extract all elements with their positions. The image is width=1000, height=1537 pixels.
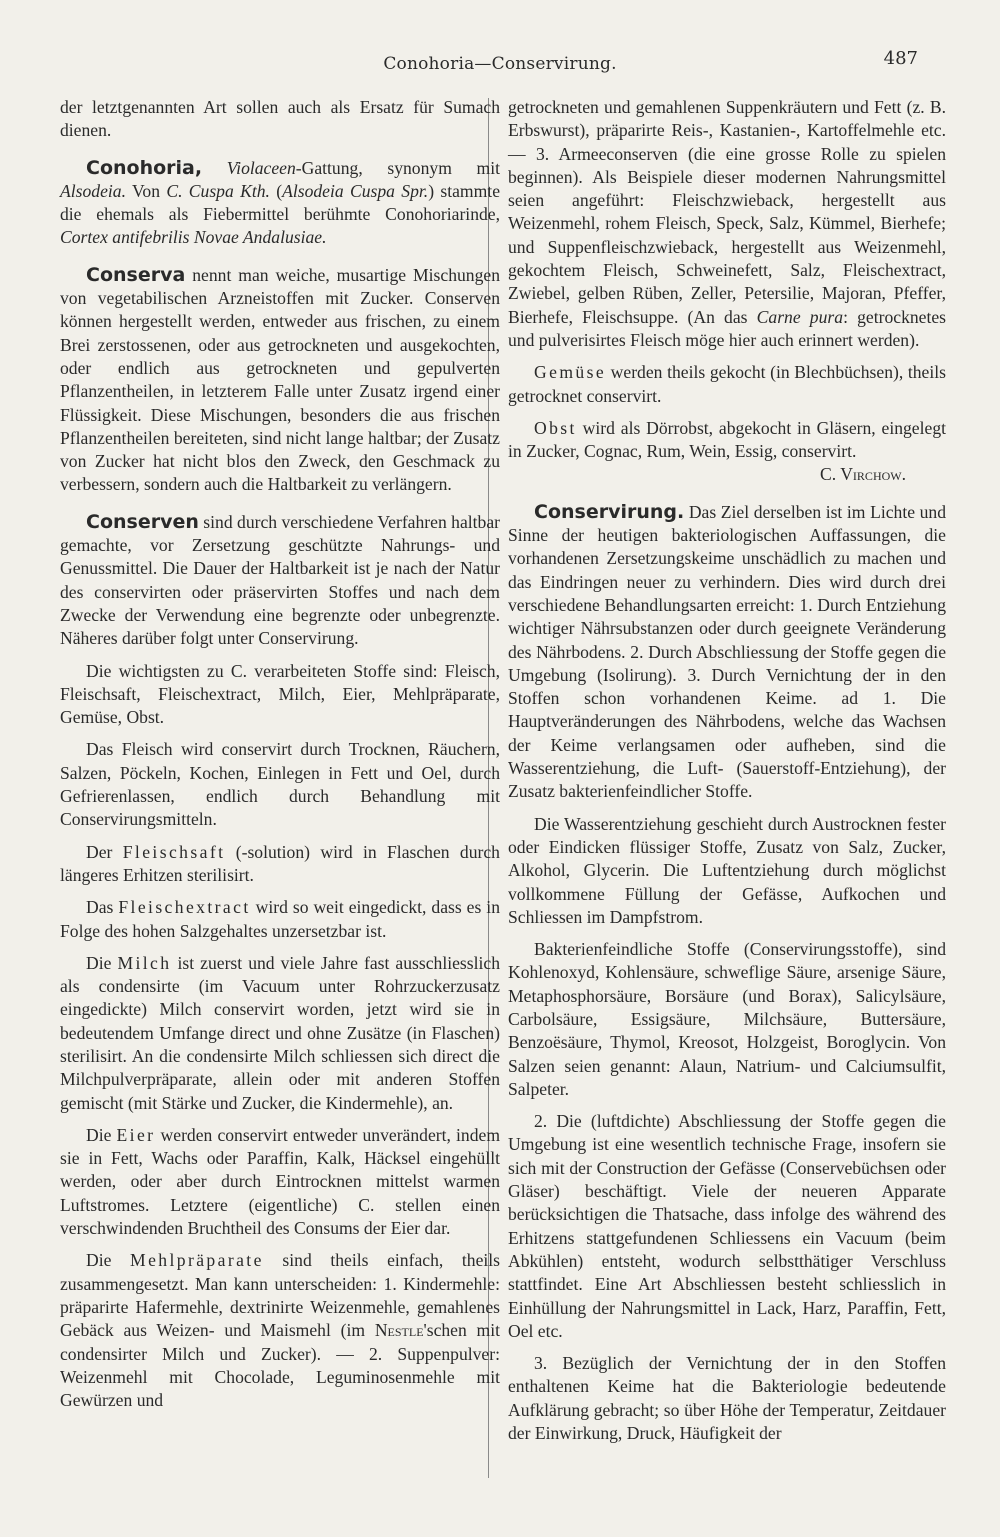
paragraph-text: Die [86,952,118,973]
paragraph-text: werden theils gekocht (in Blechbüchsen), theils getrocknet conservirt. [508,362,946,406]
entry-text: sind durch verschiedene Verfahren haltbar gemachte, vor Zersetzung geschützte Nahrungs- und Genussmittel. Die Dauer der Haltbarkeit ist je nach der Natur des conservirten oder präservirten Stoffes und nach dem Zwecke der Verwendung eine begrenzte oder unbegrenzte. Näheres darüber folgt unter Conservirung. [60,511,500,649]
spaced-term: Fleischextract [118,897,251,918]
entry-text: ) stammte die ehemals als Fiebermittel berühmte Conohoriarinde, [60,180,500,225]
running-head: Conohoria—Conservirung. [383,54,617,74]
paragraph-bakterienfeindlich: Bakterienfeindliche Stoffe (Conservirungsstoffe), sind Kohlenoxyd, Kohlensäure, schweflige Säure, arsenige Säure, Metaphosphorsäure, Borsäure (und Borax), Salicylsäure, Carbolsäure, Essigsäure, Milchsäure, Buttersäure, Benzoësäure, Thymol, Kreosot, Holzgeist, Boroglycin. Von Salzen seien genannt: Alaun, Natrium- und Calciumsulfit, Salpeter. [508,939,946,1099]
entry-text: -Gattung, synonym mit [295,157,500,178]
paragraph-text: 'schen mit condensirter Milch und Zucker). — 2. Suppenpulver: Weizenmehl mit Chocolade, Leguminosenmehle mit Gewürzen und [60,1320,501,1411]
paragraph-milch [60,952,500,1115]
entry-italic: C. Cuspa Kth. [166,180,270,201]
paragraph-text: wird so weit eingedickt, dass es in Folge des hohen Salzgehaltes unzersetzbar ist. [60,897,500,941]
entry-conohoria [60,157,500,250]
spaced-term: Gemüse [534,362,607,383]
entry-head-conservirung: Conservirung. [534,500,685,523]
paragraph-mehlpraeparate [60,1249,500,1412]
paragraph-fleischsaft [60,841,500,888]
paragraph-text: Der [86,841,123,862]
entry-text [202,158,227,178]
paragraph-text: getrockneten und gemahlenen Suppenkräutern und Fett (z. B. Erbswurst), präparirte Reis-, Kastanien-, Kartoffelmehle etc. — 3. Armeeconserven (die eine grosse Rolle zu spielen beginnen). Als Beispiele dieser modernen Nahrungsmittel seien angeführt: Fleischzwieback, hergestellt aus Weizenmehl, rohem Fleisch, Speck, Salz, Kümmel, Bierhefe; und Suppenfleischzwieback, hergestellt aus Weizenmehl, gekochtem Fleisch, Schweinefett, Salz, Fleischextract, Zwiebel, gelben Rüben, Zeller, Petersilie, Majoran, Pfeffer, Bierhefe, Fleischsuppe. (An das [508,97,946,327]
author-signature: C. Virchow. [820,464,906,485]
entry-head-conohoria: Conohoria, [86,156,203,179]
paragraph-text: ist zuerst und viele Jahre fast ausschliesslich als condensirte (im Vacuum unter Rohrzuckerzusatz eingedickte) Milch conservirt worden, jetzt wird sie in bedeutendem Umfange direct und ohne Zusätze (in Flaschen) sterilisirt. An die condensirte Milch schliessen sich direct die Milchpulverpräparate, allein oder mit anderen Stoffen gemischt (mit Stärke und Zucker, die Kindermehle), an. [60,952,500,1113]
page-number: 487 [883,48,918,69]
right-column [508,96,946,1445]
paragraph-fleischextract [60,896,500,943]
entry-italic: Alsodeia Cuspa Spr. [282,180,429,201]
paragraph-stoffe: Die wichtigsten zu C. verarbeiteten Stoffe sind: Fleisch, Fleischsaft, Fleischextract, Milch, Eier, Mehlpräparate, Gemüse, Obst. [60,660,500,728]
entry-italic: Violaceen [226,157,296,178]
paragraph-vernichtung: 3. Bezüglich der Vernichtung der in den Stoffen enthaltenen Keime hat die Bakteriologie bedeutende Aufklärung gebracht; so über Höhe der Temperatur, Zeitdauer der Einwirkung, Druck, Häufigkeit der [508,1353,946,1444]
entry-conserven [60,511,500,651]
entry-text: Von [125,180,167,201]
paragraph-text: : getrocknetes und pulverisirtes Fleisch möge hier auch erinnert werden). [508,306,947,350]
paragraph-text: sind theils einfach, theils zusammengesetzt. Man kann unterscheiden: 1. Kindermehle: präparirte Hafermehle, dextrinirte Weizenmehle, gemahlenes Gebäck aus Weizen- und Maismehl (im [60,1250,500,1341]
entry-conservirung [508,501,946,804]
entry-italic: Alsodeia. [60,180,126,201]
paragraph-suppenpulver-cont [508,96,946,352]
paragraph-gemuese [508,361,946,408]
paragraph-wasserentziehung: Die Wasserentziehung geschieht durch Austrocknen fester oder Eindicken flüssiger Stoffe, Zusatz von Salz, Zucker, Alkohol, Glycerin. Die Luftentziehung durch möglichst vollkommene Füllung der Gefässe, Aufkochen und Schliessen im Dampfstrom. [508,813,946,927]
paragraph-eier [60,1124,500,1240]
entry-italic: Cortex antifebrilis Novae Andalusiae. [60,227,327,248]
spaced-term: Eier [116,1124,156,1145]
entry-text: nennt man weiche, musartige Mischungen von vegetabilischen Arzneistoffen mit Zucker. Conserven können hergestellt werden, entweder aus frischen, zu einem Brei zerstossenen, oder aus getrockneten und ausgekochten, oder endlich aus getrockneten und gepulverten Pflanzentheilen, in letzterem Falle unter Zusatz irgend einer Flüssigkeit. Diese Mischungen, besonders die aus frischen Pflanzentheilen bereiteten, sind nicht lange haltbar; der Zusatz von Zucker hat nicht blos den Zweck, den Geschmack zu verbessern, sondern auch die Haltbarkeit zu verlängern. [60,264,500,495]
entry-text: ( [269,180,283,201]
paragraph-text: Das [86,897,119,918]
entry-head-conserva: Conserva [86,263,186,286]
left-column [60,96,500,1412]
spaced-term: Obst [534,417,577,438]
entry-text: Das Ziel derselben ist im Lichte und Sinne der heutigen bakteriologischen Auffassungen, die vorhandenen Zersetzungskeime unschädlich zu machen und das Eindringen neuer zu verhindern. Dies wird durch drei verschiedene Behandlungsarten erreicht: 1. Durch Entziehung wichtiger Nährsubstanzen oder durch geeignete Veränderung des Nährbodens. 2. Durch Abschliessung der Stoffe gegen die Umgebung (Isolirung). 3. Durch Vernichtung der in den Stoffen schon vorhandenen Keime. ad 1. Die Hauptveränderungen des Nährbodens, welche das Wachsen der Keime verlangsamen oder aufheben, sind die Wasserentziehung, die Luft- (Sauerstoff-Entziehung), der Zusatz bakterienfeindlicher Stoffe. [508,501,946,802]
italic-term: Carne pura [756,306,844,327]
paragraph-text: wird als Dörrobst, abgekocht in Gläsern, eingelegt in Zucker, Cognac, Rum, Wein, Essig, conservirt. [508,417,946,462]
spaced-term: Milch [117,952,172,973]
spaced-term: Mehlpräparate [130,1250,264,1271]
paragraph-obst [508,417,946,464]
spaced-term: Fleischsaft [122,841,226,862]
paragraph-text: werden conservirt entweder unverändert, indem sie in Fett, Wachs oder Paraffin, Kalk, Häcksel eingehüllt werden, oder aber durch Eintrocknen mittelst warmen Luftstromes. Letztere (eigentliche) C. stellen einen verschwindenden Bruchtheil des Consums der Eier dar. [60,1124,501,1239]
small-caps-name: Nestle [374,1320,424,1341]
paragraph-fleisch: Das Fleisch wird conservirt durch Trocknen, Räuchern, Salzen, Pöckeln, Kochen, Einlegen in Fett und Oel, durch Gefrierenlassen, endlich durch Behandlung mit Conservirungsmitteln. [60,739,500,830]
paragraph-text: Die [86,1250,131,1271]
paragraph-continuation: der letztgenannten Art sollen auch als Ersatz für Sumach dienen. [60,97,500,141]
paragraph-text: Die [86,1124,117,1145]
entry-conserva [60,264,500,497]
entry-head-conserven: Conserven [86,510,199,533]
paragraph-abschliessung: 2. Die (luftdichte) Abschliessung der Stoffe gegen die Umgebung ist eine wesentlich technische Frage, insofern sie sich mit der Construction der Gefässe (Conservebüchsen oder Gläser) beschäftigt. Viele der neueren Apparate berücksichtigen die Thatsache, dass infolge des während des Erhitzens stattgefundenen Schliessens ein Vacuum (beim Abkühlen) entsteht, wodurch selbstthätiger Verschluss stattfindet. Eine Art Abschliessen besteht schliesslich in Einhüllung der Nahrungsmittel in Lack, Harz, Paraffin, Fett, Oel etc. [508,1111,946,1341]
paragraph-text: (-solution) wird in Flaschen durch längeres Erhitzen sterilisirt. [60,841,500,885]
